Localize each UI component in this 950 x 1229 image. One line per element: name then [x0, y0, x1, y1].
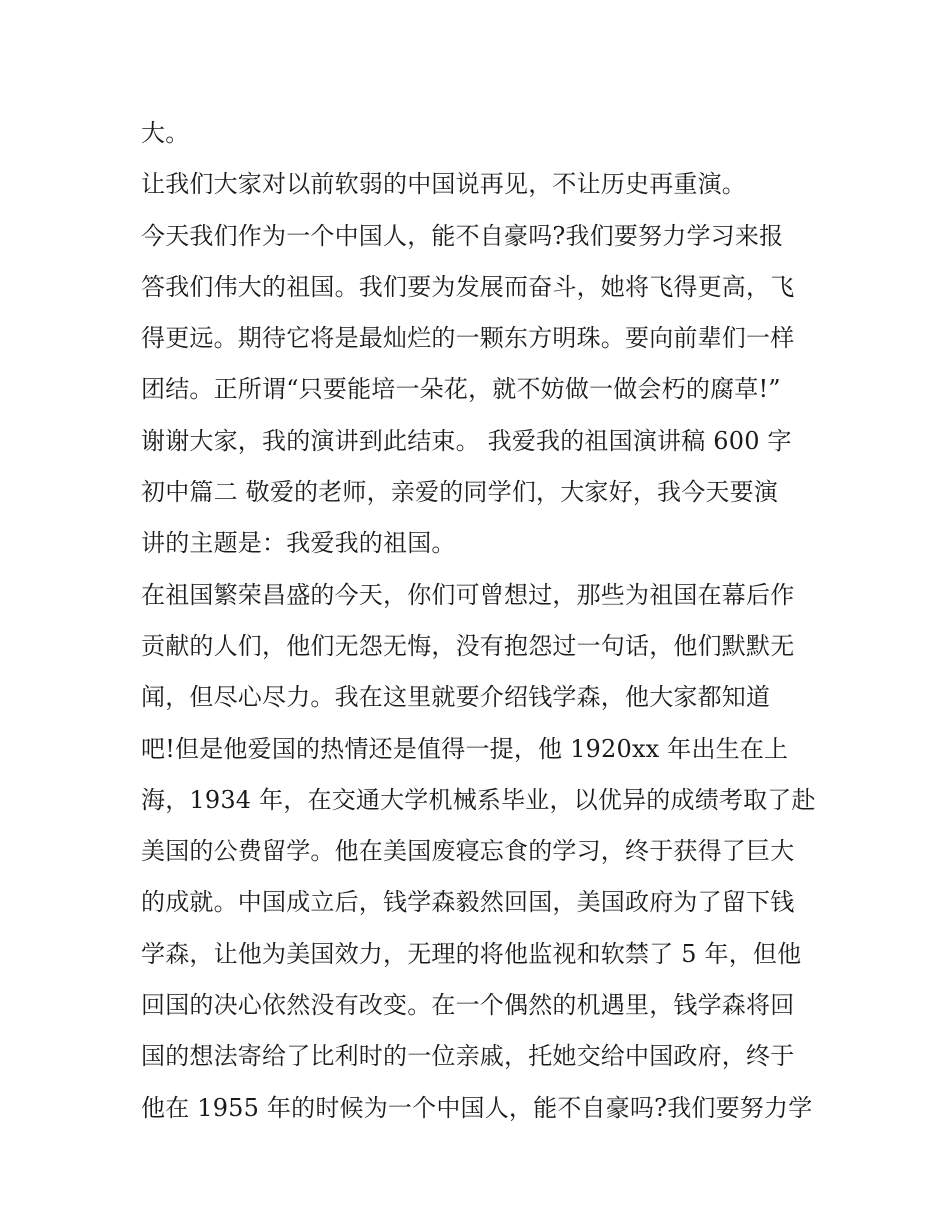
text-line: 初中篇二 敬爱的老师，亲爱的同学们，大家好，我今天要演 — [141, 478, 779, 507]
text-line: 回国的决心依然没有改变。在一个偶然的机遇里，钱学森将回 — [141, 991, 795, 1020]
text-line: 学森，让他为美国效力，无理的将他监视和软禁了 5 年，但他 — [141, 939, 802, 968]
text-line: 闻，但尽心尽力。我在这里就要介绍钱学森，他大家都知道 — [141, 683, 771, 712]
text-line: 国的想法寄给了比利时的一位亲戚，托她交给中国政府，终于 — [141, 1042, 795, 1071]
text-line: 大。 — [141, 119, 190, 147]
text-line: 贡献的人们，他们无怨无悔，没有抱怨过一句话，他们默默无 — [141, 631, 795, 660]
text-line: 团结。正所谓“只要能培一朵花，就不妨做一做会朽的腐草!” — [141, 375, 781, 404]
text-line: 美国的公费留学。他在美国废寝忘食的学习，终于获得了巨大 — [141, 837, 795, 866]
text-line: 让我们大家对以前软弱的中国说再见，不让历史再重演。 — [141, 170, 746, 199]
text-line: 得更远。期待它将是最灿烂的一颗东方明珠。要向前辈们一样 — [141, 324, 795, 353]
text-line: 谢谢大家，我的演讲到此结束。 我爱我的祖国演讲稿 600 字 — [141, 426, 792, 455]
body-text — [141, 108, 821, 1134]
text-line: 的成就。中国成立后，钱学森毅然回国，美国政府为了留下钱 — [141, 888, 795, 917]
text-line: 讲的主题是：我爱我的祖国。 — [141, 529, 456, 558]
text-line: 答我们伟大的祖国。我们要为发展而奋斗，她将飞得更高，飞 — [141, 272, 795, 301]
text-line: 他在 1955 年的时候为一个中国人，能不自豪吗?我们要努力学 — [141, 1093, 813, 1122]
text-line: 吧!但是他爱国的热情还是值得一提，他 1920xx 年出生在上 — [141, 734, 789, 763]
text-line: 今天我们作为一个中国人，能不自豪吗?我们要努力学习来报 — [141, 221, 784, 250]
text-line: 海，1934 年，在交通大学机械系毕业，以优异的成绩考取了赴 — [141, 785, 816, 814]
text-line: 在祖国繁荣昌盛的今天，你们可曾想过，那些为祖国在幕后作 — [141, 580, 795, 609]
